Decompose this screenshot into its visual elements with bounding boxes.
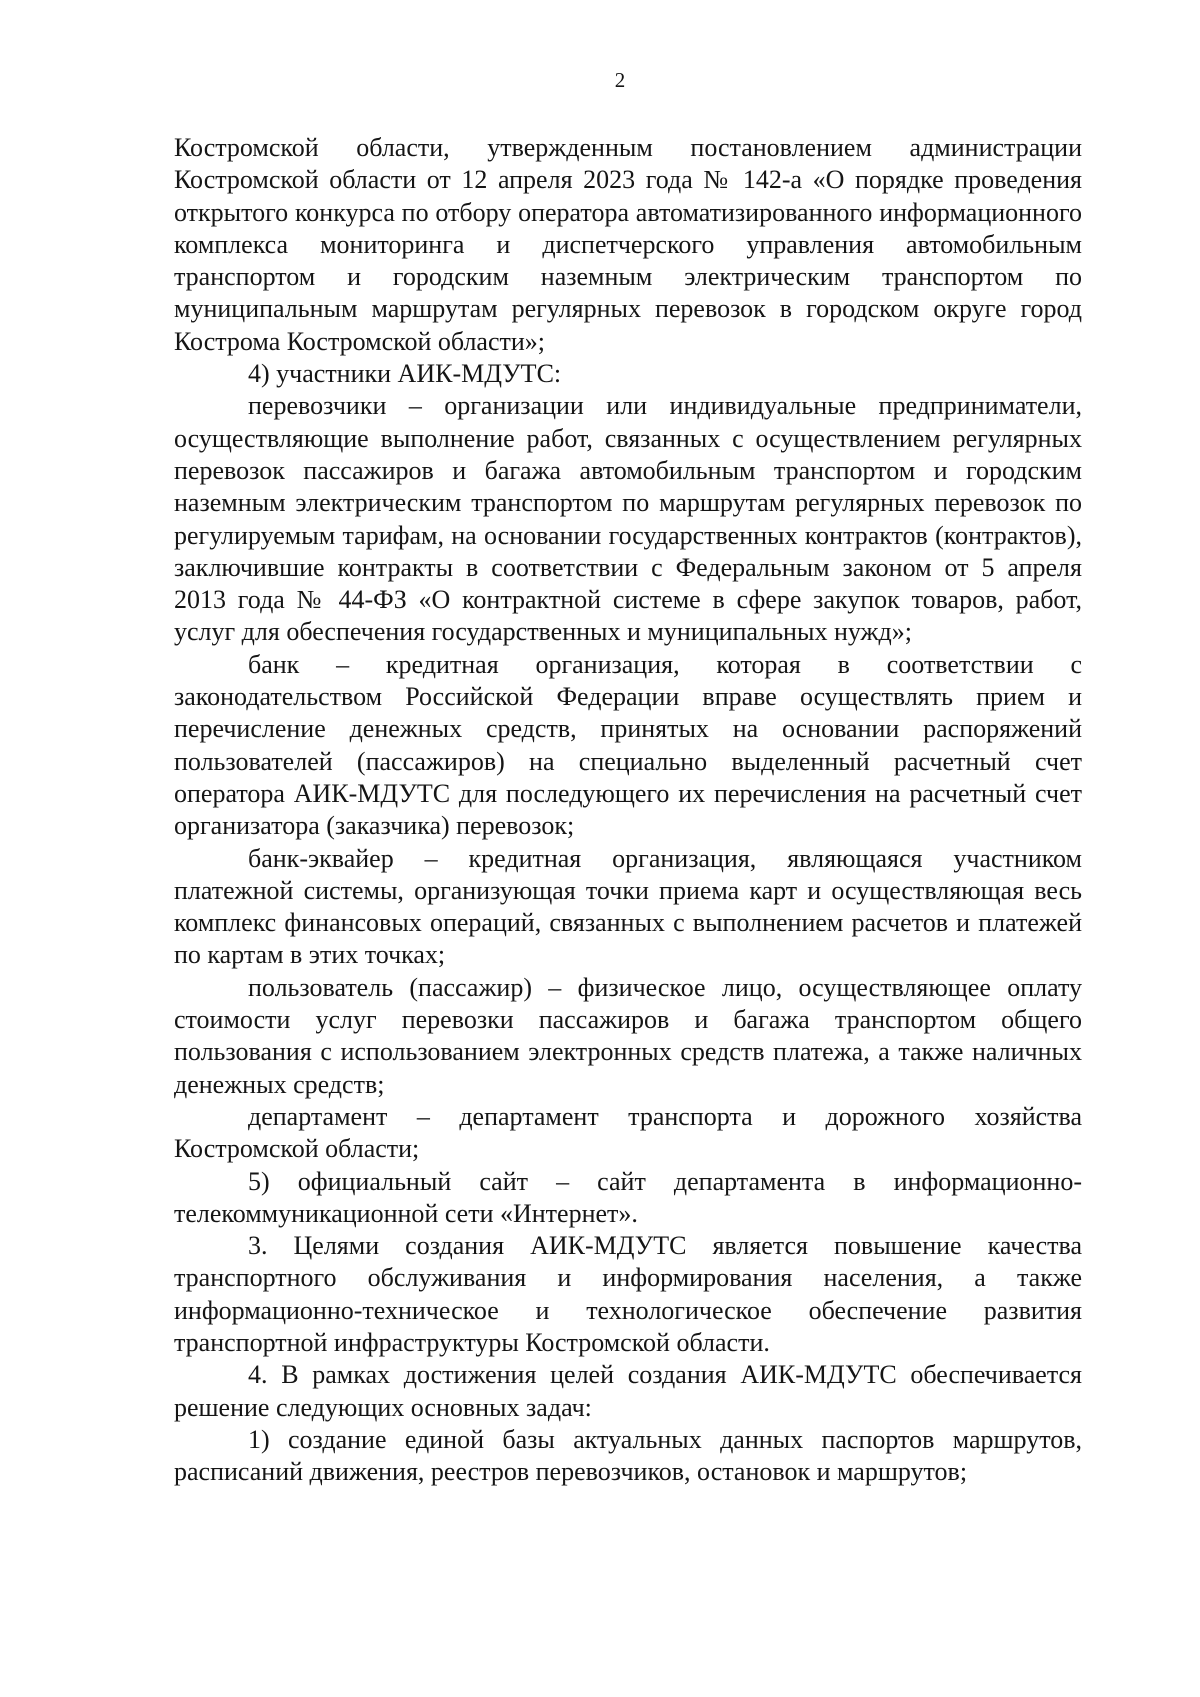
page-number: 2: [614, 68, 626, 92]
paragraph-definition-department: департамент – департамент транспорта и дорожного хозяйства Костромской области;: [174, 1101, 1082, 1164]
paragraph-item-5-official-site: 5) официальный сайт – сайт департамента в информационно-телекоммуникационной сети «Интернет».: [174, 1166, 1082, 1228]
paragraph-section-4-tasks: 4. В рамках достижения целей создания АИК-МДУТС обеспечивается решение следующих основных задач:: [174, 1360, 1082, 1422]
paragraph-definition-bank: банк – кредитная организация, которая в соответствии с законодательством Российской Федерации вправе осуществлять прием и перечисление денежных средств, принятых на основании распоряжений пользователей (пассажиров) на специально выделенный расчетный счет оператора АИК-МДУТС для последующего их перечисления на расчетный счет организатора (заказчика) перевозок;: [174, 649, 1082, 841]
paragraph-definition-carriers: перевозчики – организации или индивидуальные предприниматели, осуществляющие выполнение работ, связанных с осуществлением регулярных перевозок пассажиров и багажа автомобильным транспортом и городским наземным электрическим транспортом по маршрутам регулярных перевозок по регулируемым тарифам, на основании государственных контрактов (контрактов), заключившие контракты в соответствии с Федеральным законом от 5 апреля 2013 года № 44-ФЗ «О контрактной системе в сфере закупок товаров, работ, услуг для обеспечения государственных и муниципальных нужд»;: [174, 391, 1082, 647]
paragraph-section-3-goals: 3. Целями создания АИК-МДУТС является повышение качества транспортного обслуживания и информирования населения, а также информационно-техническое и технологическое обеспечение развития транспортной инфраструктуры Костромской области.: [174, 1231, 1082, 1357]
paragraph-definition-passenger: пользователь (пассажир) – физическое лицо, осуществляющее оплату стоимости услуг перевозки пассажиров и багажа транспортом общего пользования с использованием электронных средств платежа, а также наличных денежных средств;: [174, 972, 1082, 1099]
paragraph-definition-acquiring-bank: банк-эквайер – кредитная организация, являющаяся участником платежной системы, организующая точки приема карт и осуществляющая весь комплекс финансовых операций, связанных с выполнением расчетов и платежей по картам в этих точках;: [174, 843, 1082, 970]
document-body: [174, 132, 1082, 1488]
paragraph-item-4-heading: 4) участники АИК-МДУТС:: [248, 359, 562, 389]
paragraph-task-1: 1) создание единой базы актуальных данных паспортов маршрутов, расписаний движения, реестров перевозчиков, остановок и маршрутов;: [174, 1424, 1082, 1487]
paragraph-continuation: Костромской области, утвержденным постановлением администрации Костромской области от 12 апреля 2023 года № 142-а «О порядке проведения открытого конкурса по отбору оператора автоматизированного информационного комплекса мониторинга и диспетчерского управления автомобильным транспортом и городским наземным электрическим транспортом по муниципальным маршрутам регулярных перевозок в городском округе город Кострома Костромской области»;: [174, 133, 1082, 356]
